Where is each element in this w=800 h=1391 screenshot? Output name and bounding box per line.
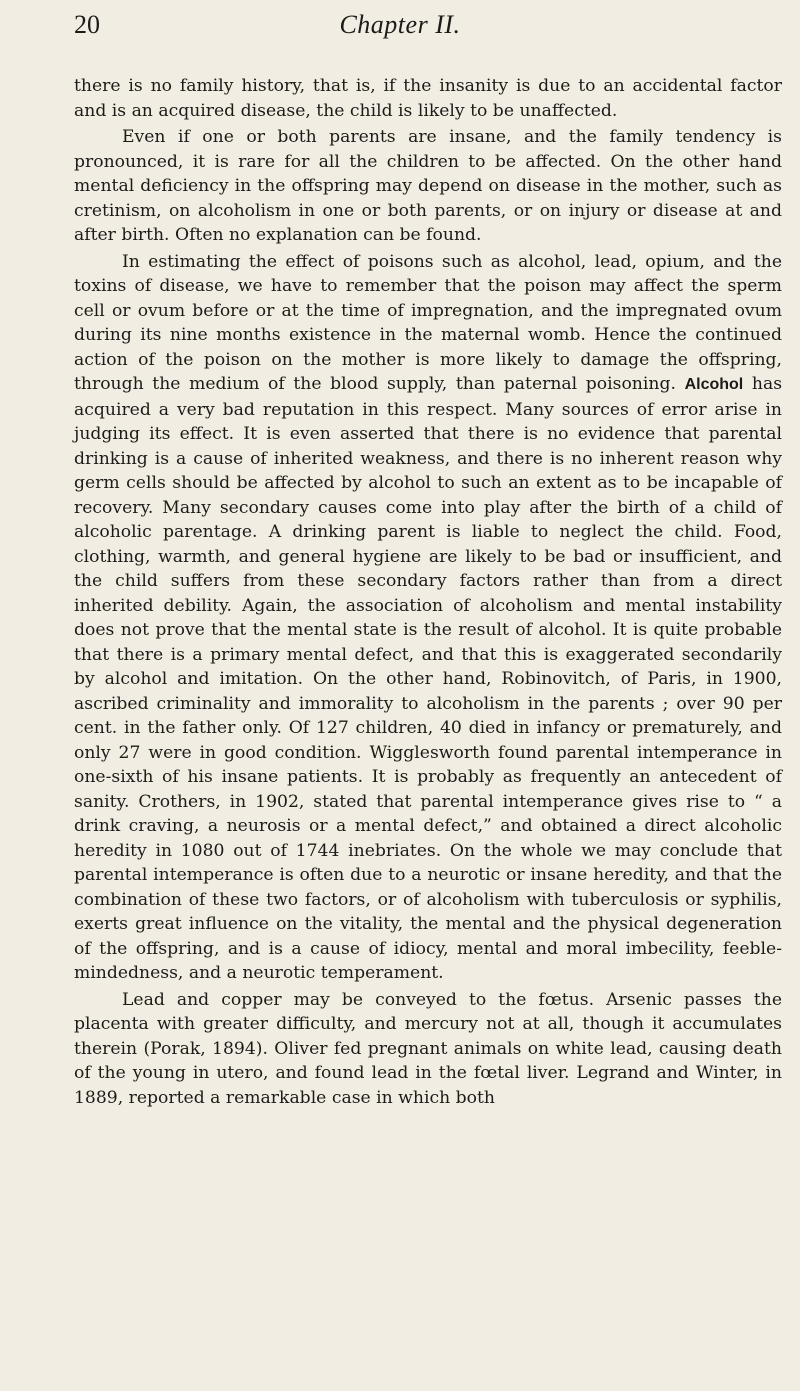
running-head: Chapter II. [339, 10, 461, 39]
paragraph-poisons [74, 250, 782, 986]
page-number: 20 [74, 10, 100, 39]
paragraph-parents-insane: Even if one or both parents are insane, and the family tendency is pronounced, it is rare for all the children to be affected. On the other hand mental deficiency in the offspring may depend on disease in the mother, such as cretinism, on alcoholism in one or both parents, or on injury or disease at and after birth. Often no explanation can be found. [74, 127, 782, 245]
paragraph-alcohol-text: has acquired a very bad reputation in this respect. Many sources of error arise in judging its effect. It is even asserted that there is no evidence that parental drinking is a cause of inherited weakness, and there is no inherent reason why germ cells should be affected by alcohol to such an extent as to be incapable of recovery. Many secondary causes come into play after the birth of a child of alcoholic parentage. A drinking parent is liable to neglect the child. Food, clothing, warmth, and general hygiene are likely to be bad or insufficient, and the child suffers from these secondary factors rather than from a direct inherited debility. Again, the association of alcoholism and mental instability does not prove that the mental state is the result of alcohol. It is quite probable that there is a primary mental defect, and that this is exaggerated secondarily by alcohol and imitation. On the other hand, Robinovitch, of Paris, in 1900, ascribed criminality and immorality to alcoholism in the parents ; over 90 per cent. in the father only. Of 127 children, 40 died in infancy or prematurely, and only 27 were in good condition. Wigglesworth found parental intemperance in one-sixth of his insane patients. It is probably as frequently an antecedent of sanity. Crothers, in 1902, stated that parental intemperance gives rise to “ a drink craving, a neurosis or a mental defect,” and obtained a direct alcoholic heredity in 1080 out of 1744 inebriates. On the whole we may conclude that parental intemperance is often due to a neurotic or insane heredity, and that the combination of these two factors, or of alcoholism with tuberculosis or syphilis, exerts great influence on the vitality, the mental and the physical degeneration of the offspring, and is a cause of idiocy, mental and moral imbecility, feeble-mindedness, and a neurotic temperament. [74, 374, 783, 983]
paragraph-poisons-intro: In estimating the effect of poisons such as alcohol, lead, opium, and the toxins of disease, we have to remember that the poison may affect the sperm cell or ovum before or at the time of impregnation, and the impregnated ovum during its nine months existence in the maternal womb. Hence the continued action of the poison on the mother is more likely to damage the offspring, through the medium of the blood supply, than paternal poisoning. [74, 251, 782, 394]
page-header [0, 8, 800, 48]
paragraph-continuation: there is no family history, that is, if the insanity is due to an accidental factor and is an acquired disease, the child is likely to be unaffected. [74, 76, 782, 121]
sidehead-alcohol: Alcohol [684, 376, 744, 393]
body-text [74, 74, 782, 1110]
paragraph-lead-copper: Lead and copper may be conveyed to the fœtus. Arsenic passes the placenta with greater difficulty, and mercury not at all, though it accumulates therein (Porak, 1894). Oliver fed pregnant animals on white lead, causing death of the young in utero, and found lead in the fœtal liver. Legrand and Winter, in 1889, reported a remarkable case in which both [74, 989, 782, 1108]
